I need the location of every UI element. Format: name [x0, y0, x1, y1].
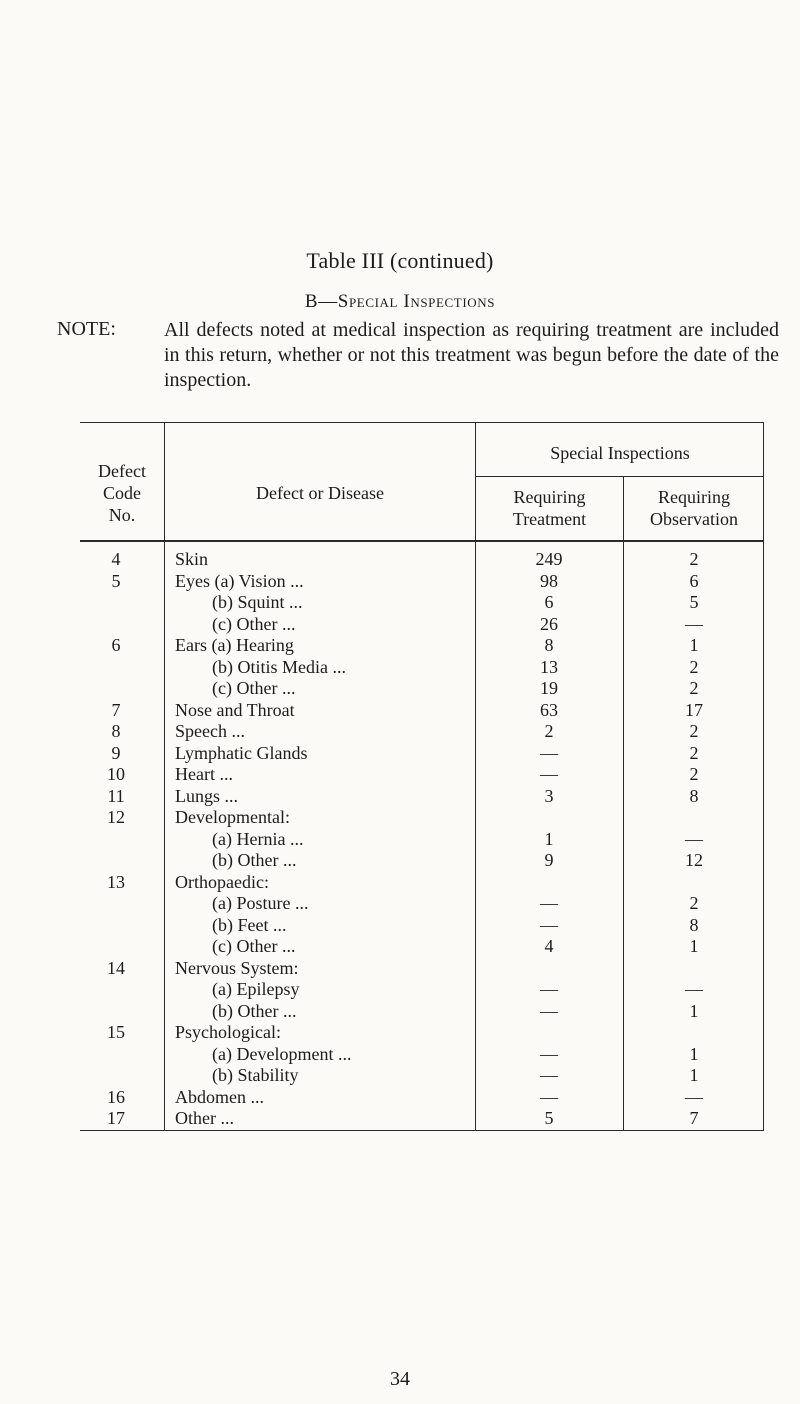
defect-label: Nose and Throat	[175, 699, 295, 720]
requiring-treatment-value: 2	[544, 721, 554, 741]
requiring-treatment-value: 249	[535, 549, 563, 569]
table-row	[0, 1107, 800, 1129]
table-row	[0, 591, 800, 613]
defect-label: Lungs ...	[175, 785, 238, 806]
defect-label: (c) Other ...	[212, 613, 296, 634]
defect-label: Orthopaedic:	[175, 871, 269, 892]
table-row	[0, 720, 800, 742]
table-row	[0, 1000, 800, 1022]
table-row	[0, 892, 800, 914]
table-row	[0, 699, 800, 721]
requiring-observation-value: 2	[689, 678, 699, 698]
table-row	[0, 634, 800, 656]
defect-label: Abdomen ...	[175, 1086, 264, 1107]
requiring-observation-value: 1	[689, 936, 699, 956]
defect-code: 16	[107, 1086, 125, 1107]
requiring-observation-value: 17	[685, 699, 703, 720]
defect-label: (a) Development ...	[212, 1043, 352, 1064]
defect-label: Skin	[175, 549, 209, 569]
requiring-observation-value: 2	[689, 764, 699, 784]
requiring-treatment-value: 4	[544, 936, 554, 956]
header-requiring-observation: Requiring Observation	[650, 487, 738, 529]
defect-label: (a) Posture ...	[212, 893, 309, 913]
requiring-treatment-value: —	[540, 742, 558, 763]
table-row	[0, 914, 800, 936]
table-row	[0, 806, 800, 828]
requiring-treatment-value: —	[540, 764, 558, 784]
defect-code: 13	[107, 871, 125, 892]
requiring-observation-value: —	[685, 828, 703, 849]
requiring-observation-value: 1	[689, 1065, 699, 1085]
requiring-treatment-value: —	[540, 1000, 558, 1021]
header-special-inspections: Special Inspections	[550, 443, 690, 463]
defect-code: 4	[111, 549, 121, 569]
special-inspections-underline	[476, 476, 764, 477]
requiring-observation-value: 6	[689, 570, 699, 591]
header-defect-or-disease: Defect or Disease	[256, 483, 384, 503]
requiring-treatment-value: —	[540, 893, 558, 913]
page-number: 34	[390, 1368, 410, 1390]
defect-label: (a) Hernia ...	[212, 828, 304, 849]
requiring-observation-value: 5	[689, 592, 699, 612]
table-row	[0, 1021, 800, 1043]
requiring-treatment-value: 3	[544, 785, 554, 806]
table-top-rule	[80, 422, 764, 423]
note-text: All defects noted at medical inspection as requiring treatment are included in this return, whether or not this treatment was begun before the date of the inspection.	[164, 319, 779, 391]
requiring-treatment-value: 13	[540, 656, 558, 677]
defect-code: 17	[107, 1108, 125, 1128]
table-title: Table III (continued)	[306, 248, 494, 273]
requiring-treatment-value: 26	[540, 613, 558, 634]
requiring-treatment-value: 63	[540, 699, 558, 720]
table-row	[0, 613, 800, 635]
requiring-observation-value: 8	[689, 785, 699, 806]
defect-code: 10	[107, 764, 125, 784]
defect-label: (b) Stability	[212, 1065, 299, 1085]
defect-label: Other ...	[175, 1108, 234, 1128]
requiring-observation-value: 2	[689, 721, 699, 741]
defect-label: Speech ...	[175, 721, 245, 741]
requiring-observation-value: 8	[689, 914, 699, 935]
defect-code: 14	[107, 957, 125, 978]
table-row	[0, 763, 800, 785]
defect-code: 9	[111, 742, 121, 763]
requiring-treatment-value: —	[540, 1065, 558, 1085]
requiring-observation-value: 2	[689, 656, 699, 677]
table-row	[0, 1086, 800, 1108]
requiring-treatment-value: 5	[544, 1108, 554, 1128]
requiring-treatment-value: 1	[544, 828, 554, 849]
defect-label: Nervous System:	[175, 957, 299, 978]
table-row	[0, 978, 800, 1000]
header-defect-code: Defect Code No.	[98, 461, 146, 525]
requiring-treatment-value: 19	[540, 678, 558, 698]
requiring-observation-value: 7	[689, 1108, 699, 1128]
table-row	[0, 1064, 800, 1086]
defect-code: 15	[107, 1022, 125, 1042]
defect-label: (c) Other ...	[212, 936, 296, 956]
defect-label: Eyes (a) Vision ...	[175, 570, 304, 591]
defect-code: 7	[111, 699, 121, 720]
table-row	[0, 871, 800, 893]
requiring-observation-value: 2	[689, 893, 699, 913]
requiring-observation-value: 2	[689, 549, 699, 569]
note-label: NOTE:	[57, 318, 116, 340]
table-row	[0, 957, 800, 979]
table-row	[0, 849, 800, 871]
defect-label: (b) Squint ...	[212, 592, 303, 612]
requiring-treatment-value: 8	[544, 635, 554, 655]
table-row	[0, 548, 800, 570]
requiring-observation-value: 12	[685, 850, 703, 870]
table-header-bottom-rule	[80, 540, 764, 542]
defect-label: Developmental:	[175, 807, 290, 827]
requiring-treatment-value: 9	[544, 850, 554, 870]
table-row	[0, 742, 800, 764]
defect-label: (b) Feet ...	[212, 914, 287, 935]
header-requiring-treatment: Requiring Treatment	[512, 487, 587, 529]
defect-code: 5	[111, 570, 121, 591]
defect-label: Heart ...	[175, 764, 233, 784]
requiring-observation-value: —	[685, 979, 703, 999]
requiring-observation-value: 1	[689, 1000, 699, 1021]
defect-label: Psychological:	[175, 1022, 281, 1042]
defect-code: 12	[107, 807, 125, 827]
defect-code: 8	[111, 721, 121, 741]
table-row	[0, 570, 800, 592]
table-row	[0, 828, 800, 850]
table-row	[0, 1043, 800, 1065]
requiring-treatment-value: 98	[540, 570, 558, 591]
requiring-observation-value: —	[685, 1086, 703, 1107]
table-row	[0, 785, 800, 807]
table-row	[0, 656, 800, 678]
requiring-treatment-value: —	[540, 1043, 558, 1064]
defect-label: Lymphatic Glands	[175, 742, 308, 763]
defect-code: 6	[111, 635, 121, 655]
defect-label: (b) Other ...	[212, 850, 297, 870]
requiring-treatment-value: —	[540, 914, 558, 935]
requiring-treatment-value: —	[540, 979, 558, 999]
requiring-observation-value: 1	[689, 1043, 699, 1064]
table-row	[0, 677, 800, 699]
defect-code: 11	[107, 785, 125, 806]
defect-label: (a) Epilepsy	[212, 979, 300, 999]
table-bottom-rule	[80, 1130, 764, 1131]
defect-label: (b) Other ...	[212, 1000, 297, 1021]
defect-label: Ears (a) Hearing	[175, 635, 294, 655]
requiring-treatment-value: —	[540, 1086, 558, 1107]
requiring-observation-value: 1	[689, 635, 699, 655]
requiring-observation-value: —	[685, 613, 703, 634]
defect-label: (c) Other ...	[212, 678, 296, 698]
table-row	[0, 935, 800, 957]
defect-label: (b) Otitis Media ...	[212, 656, 346, 677]
section-subtitle: B—Special Inspections	[304, 291, 496, 312]
requiring-observation-value: 2	[689, 742, 699, 763]
requiring-treatment-value: 6	[544, 592, 554, 612]
